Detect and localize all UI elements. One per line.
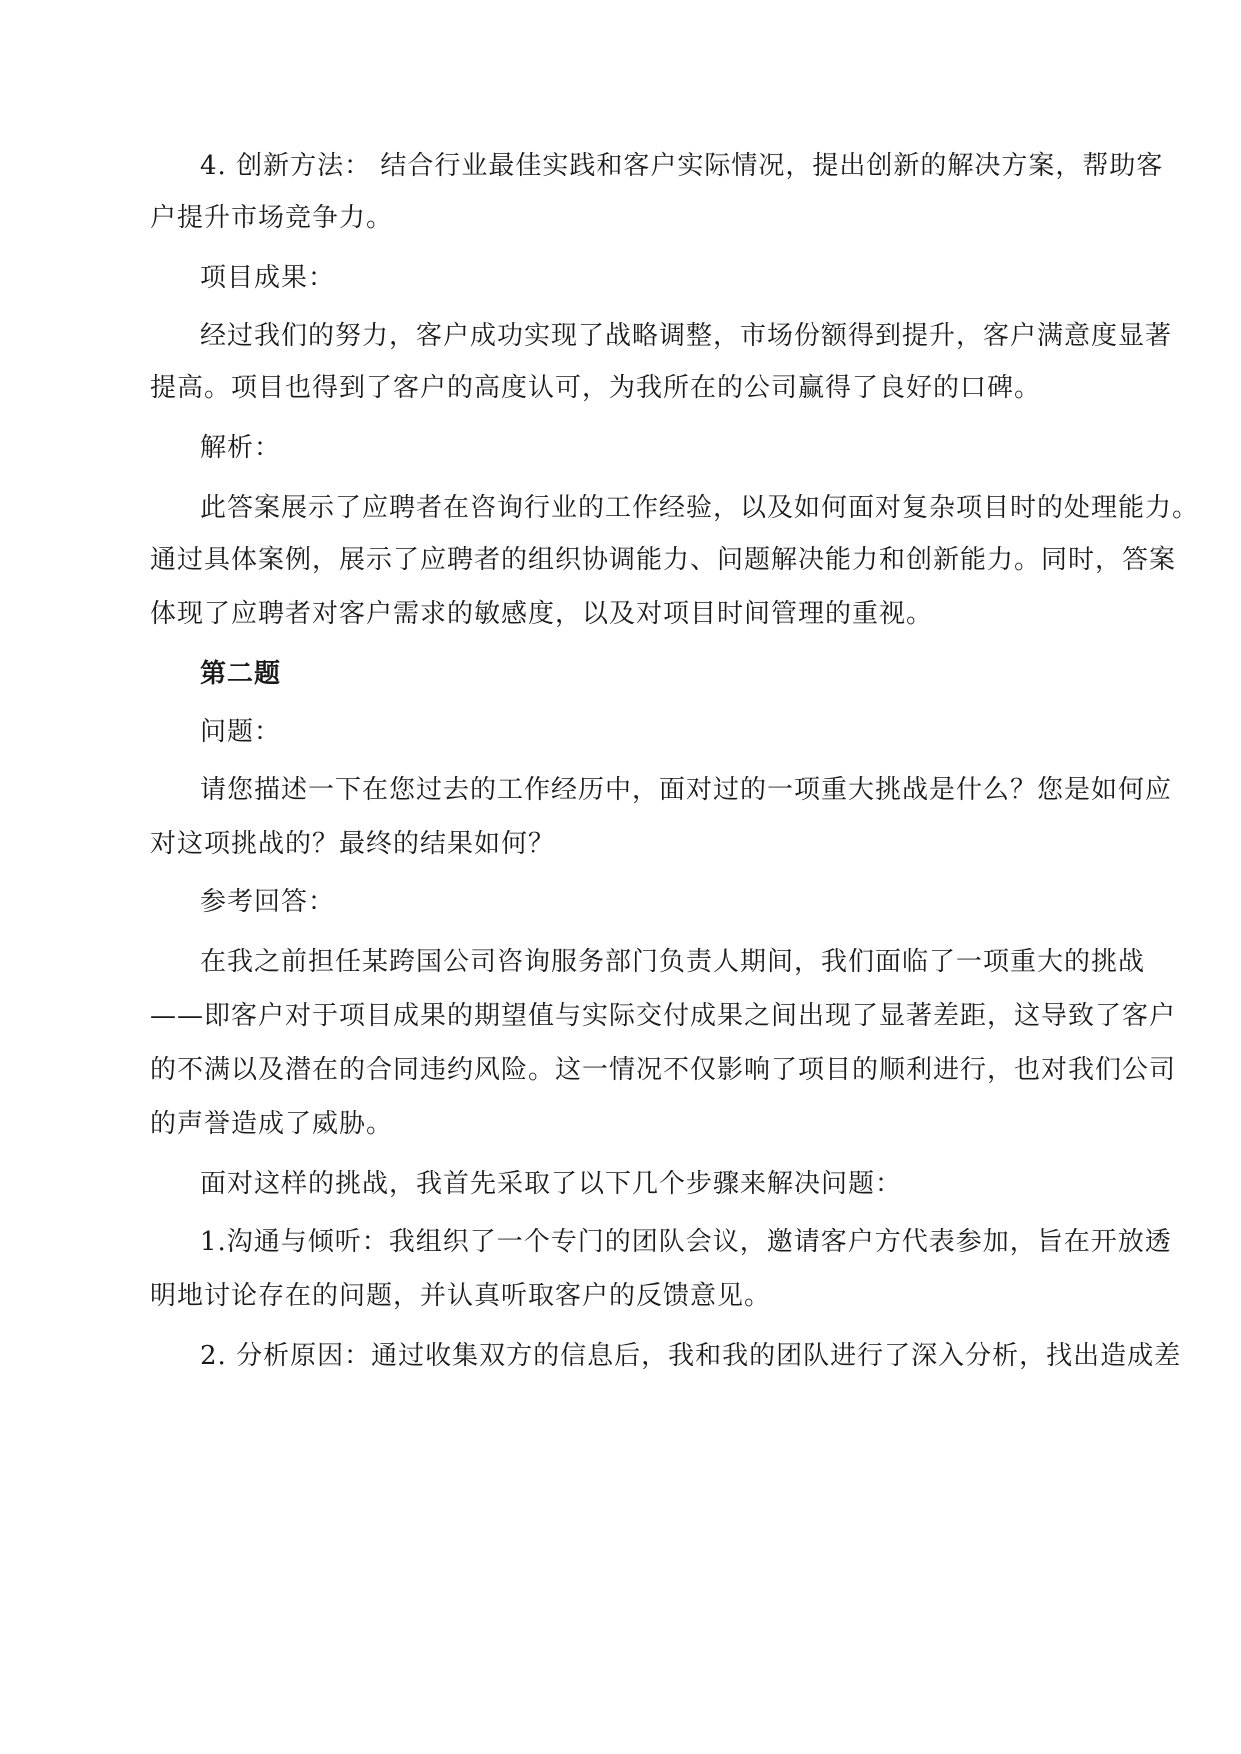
paragraph-answer-line-4: 的声誉造成了威胁。 bbox=[150, 1109, 394, 1139]
paragraph-analysis-line-3: 体现了应聘者对客户需求的敏感度，以及对项目时间管理的重视。 bbox=[150, 599, 934, 629]
paragraph-results-line-2: 提高。项目也得到了客户的高度认可，为我所在的公司赢得了良好的口碑。 bbox=[150, 373, 1042, 403]
list-item-1-line-2: 明地讨论存在的问题，并认真听取客户的反馈意见。 bbox=[150, 1281, 772, 1311]
heading-analysis: 解析： bbox=[200, 433, 282, 463]
paragraph-analysis-line-2: 通过具体案例，展示了应聘者的组织协调能力、问题解决能力和创新能力。同时，答案 bbox=[150, 545, 1177, 575]
paragraph-question-line-1: 请您描述一下在您过去的工作经历中，面对过的一项重大挑战是什么？您是如何应 bbox=[200, 775, 1173, 805]
list-item-1-line-1: 1.沟通与倾听：我组织了一个专门的团队会议，邀请客户方代表参加，旨在开放透 bbox=[200, 1227, 1172, 1257]
paragraph-results-line-1: 经过我们的努力，客户成功实现了战略调整，市场份额得到提升，客户满意度显著 bbox=[200, 321, 1173, 351]
paragraph-answer-line-3: 的不满以及潜在的合同违约风险。这一情况不仅影响了项目的顺利进行，也对我们公司 bbox=[150, 1055, 1177, 1085]
paragraph-innovation-line-1: 4. 创新方法： 结合行业最佳实践和客户实际情况，提出创新的解决方案，帮助客 bbox=[200, 151, 1164, 181]
paragraph-analysis-line-1: 此答案展示了应聘者在咨询行业的工作经验，以及如何面对复杂项目时的处理能力。 bbox=[200, 493, 1200, 523]
paragraph-innovation-line-2: 户提升市场竞争力。 bbox=[150, 203, 394, 233]
list-item-2-line-1: 2. 分析原因：通过收集双方的信息后，我和我的团队进行了深入分析，找出造成差 bbox=[200, 1341, 1182, 1371]
paragraph-question-line-2: 对这项挑战的？最终的结果如何？ bbox=[150, 829, 556, 859]
heading-question: 问题： bbox=[200, 717, 282, 747]
heading-reference-answer: 参考回答： bbox=[200, 887, 336, 917]
paragraph-answer-line-2: ——即客户对于项目成果的期望值与实际交付成果之间出现了显著差距，这导致了客户 bbox=[150, 1001, 1177, 1031]
section-title-question-2: 第二题 bbox=[200, 659, 282, 689]
paragraph-steps-intro: 面对这样的挑战，我首先采取了以下几个步骤来解决问题： bbox=[200, 1169, 903, 1199]
heading-project-results: 项目成果： bbox=[200, 263, 336, 293]
paragraph-answer-line-1: 在我之前担任某跨国公司咨询服务部门负责人期间，我们面临了一项重大的挑战 bbox=[200, 947, 1146, 977]
